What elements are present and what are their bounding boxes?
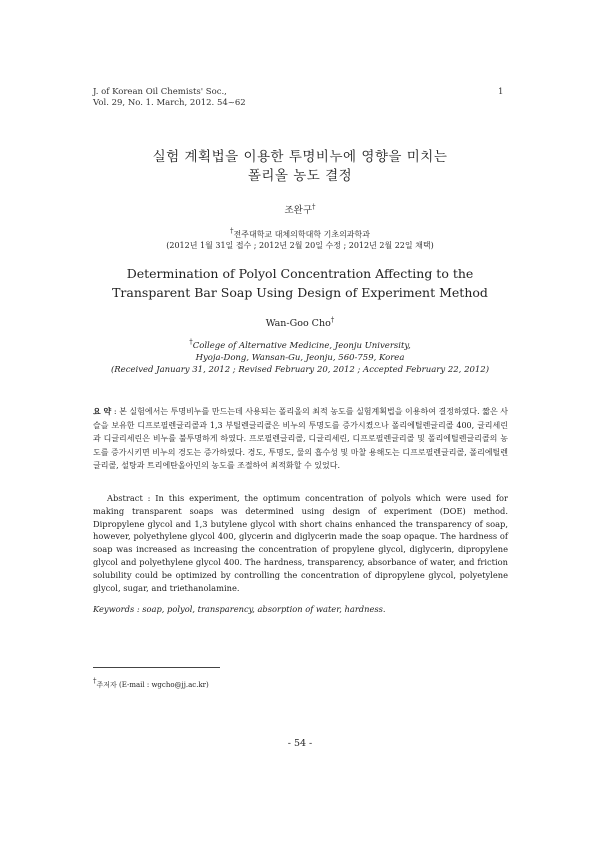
english-author [0,316,600,329]
korean-abstract-text: : 본 실험에서는 투명비누를 만드는데 사용되는 폴리올의 최적 농도를 실험계획법을 이용하여 결정하였다. 짧은 사슬을 보유한 디프로필렌글리콜과 1,3 부틸렌글리콜은 비누의 투명도를 증가시켰으나 폴리에틸렌글리콜 400, 글리세린과 디글리세린은 비누를 불투명하게 하였다. 프로필렌글리콜, 디글리세린, 디프로필렌글리콜 및 폴리에틸렌글리콜의 농도를 증가시키면 비누의 경도는 증가하였다. 경도, 투명도, 물의 흡수성 및 마찰 용해도는 디프로필렌글리콜, 폴리에틸렌글리콜, 설탕과 트리에탄올아민의 농도를 조절하여 최적화할 수 있었다. [93,407,508,470]
korean-abstract [93,405,508,473]
keywords: Keywords : soap, polyol, transparency, absorption of water, hardness. [93,604,386,614]
journal-line-1: J. of Korean Oil Chemists' Soc., [93,87,227,97]
korean-title-line-2: 폴리올 농도 결정 [247,168,353,184]
english-affiliation [0,336,600,376]
header-page-number: 1 [498,87,504,97]
footnote [93,677,209,690]
english-author-name: Wan-Goo Cho [265,318,331,329]
english-abstract [93,492,508,594]
english-affiliation-line-1: College of Alternative Medicine, Jeonju University, [192,341,411,351]
english-affiliation-line-2: Hyoja-Dong, Wansan-Gu, Jeonju, 560-759, Korea [195,353,405,363]
korean-abstract-label: 요 약 [93,406,112,416]
journal-citation [93,87,246,109]
english-abstract-label: Abstract [107,493,143,503]
korean-dates: (2012년 1월 31일 접수 ; 2012년 2월 20일 수정 ; 2012년 2월 22일 채택) [166,241,434,250]
english-author-dagger: † [330,316,335,324]
english-abstract-text: : In this experiment, the optimum concentration of polyols which were used for making transparent soaps was determined using design of experiment (DOE) method. Dipropylene glycol and 1,3 butylene glycol with short chains enhanced the transparency of soap, however, polyethylene glycol 400, glycerin and diglycerin made the soap opaque. The hardness of soap was increased as increasing the concentration of propylene glycol, diglycerin, dipropylene glycol and polyethylene glycol 400. The hardness, transparency, absorbance of water, and friction solubility could be optimized by controlling the concentration of dipropylene glycol, polyetylene glycol, sugar, and triethanolamine. [93,493,508,593]
footnote-text: 주저자 (E-mail : wgcho@jj.ac.kr) [96,681,209,689]
footnote-dagger: † [93,677,97,685]
english-title [0,264,600,302]
english-title-line-1: Determination of Polyol Concentration Affecting to the [126,266,474,281]
footnote-divider [93,667,220,668]
korean-author-name: 조완구 [284,205,313,216]
english-dates: (Received January 31, 2012 ; Revised February 20, 2012 ; Accepted February 22, 2012) [110,365,490,375]
journal-line-2: Vol. 29, No. 1. March, 2012. 54~62 [93,98,246,108]
korean-affiliation-text: 전주대학교 대체의학대학 기초의과학과 [233,230,370,239]
korean-title [0,148,600,186]
korean-affiliation-dagger: † [230,227,234,235]
korean-affiliation [0,226,600,251]
korean-title-line-1: 실험 계획법을 이용한 투명비누에 영향을 미치는 [152,149,448,165]
korean-author-dagger: † [312,203,316,211]
korean-author [0,202,600,216]
english-affiliation-dagger: † [189,338,193,346]
english-title-line-2: Transparent Bar Soap Using Design of Experiment Method [112,285,488,300]
footer-page-number: - 54 - [287,738,313,749]
